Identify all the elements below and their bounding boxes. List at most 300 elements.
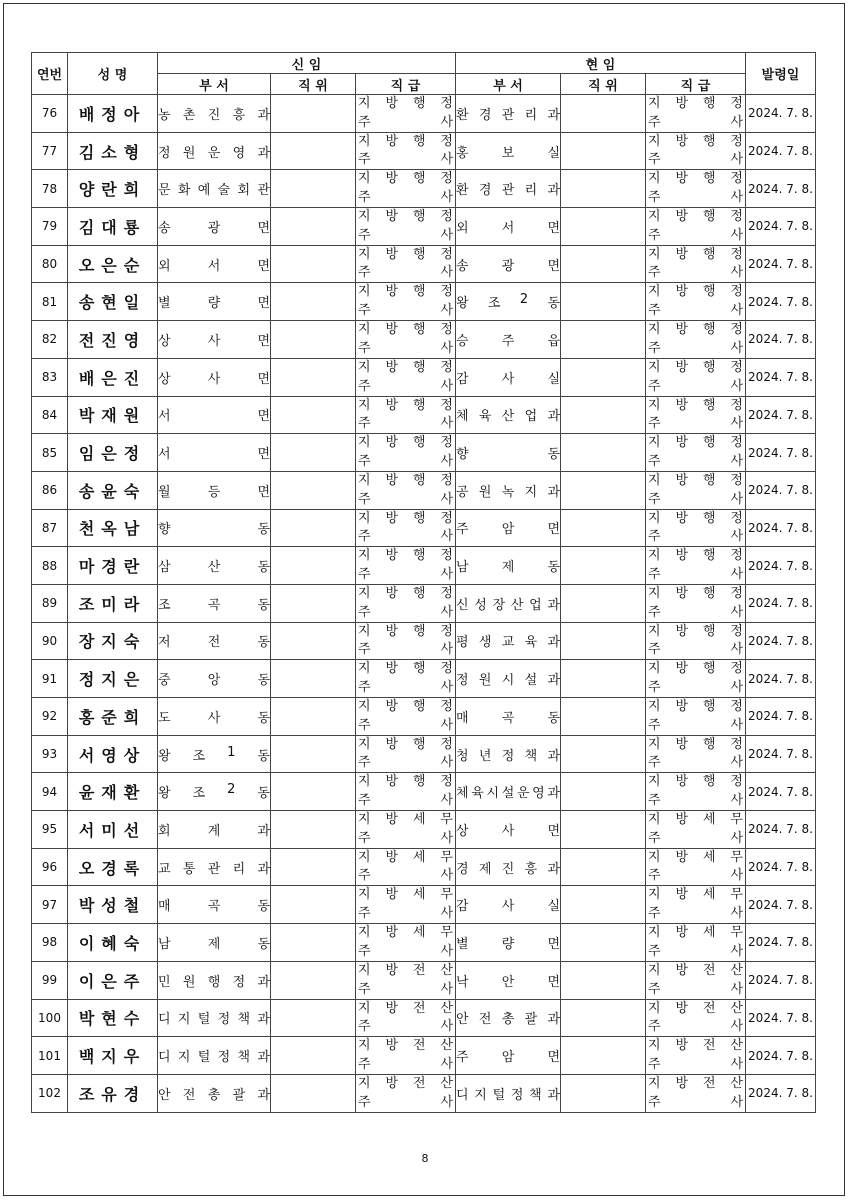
table-row: [32, 471, 816, 509]
new-grade: [356, 358, 456, 396]
appointment-date: 2024. 7. 8.: [746, 321, 816, 359]
table-row: [32, 999, 816, 1037]
table-row: [32, 547, 816, 585]
person-name: 배은진: [68, 358, 158, 396]
current-position: [561, 698, 646, 736]
grade-text-line: 지 방 행 정: [358, 246, 453, 262]
grade-text-line: 지 방 전 산: [648, 1075, 743, 1091]
current-department: [456, 735, 561, 773]
new-grade: [356, 660, 456, 698]
table-row: [32, 735, 816, 773]
header-cur-grade: 직 급: [646, 74, 746, 95]
grade-text-line: 주 사: [358, 755, 453, 771]
grade-text-line: 지 방 행 정: [648, 284, 743, 300]
current-grade: [646, 1074, 746, 1112]
new-grade: [356, 773, 456, 811]
current-department: [456, 434, 561, 472]
department-text: 평 생 교 육 과: [456, 635, 560, 651]
appointment-date: 2024. 7. 8.: [746, 434, 816, 472]
table-row: [32, 961, 816, 999]
department-text: 디 지 털 정 책 과: [158, 1012, 270, 1028]
current-position: [561, 886, 646, 924]
new-department: [158, 848, 271, 886]
row-number: 90: [32, 622, 68, 660]
grade-text-line: 지 방 행 정: [358, 133, 453, 149]
new-position: [271, 1074, 356, 1112]
new-grade: [356, 170, 456, 208]
grade-text-line: 주 사: [358, 227, 453, 243]
table-row: [32, 509, 816, 547]
new-position: [271, 886, 356, 924]
department-text: 승 주 읍: [456, 333, 560, 349]
new-position: [271, 773, 356, 811]
row-number: 100: [32, 999, 68, 1037]
current-grade: [646, 358, 746, 396]
current-grade: [646, 999, 746, 1037]
new-grade: [356, 1074, 456, 1112]
header-new-grade: 직 급: [356, 74, 456, 95]
grade-text-line: 지 방 행 정: [648, 472, 743, 488]
new-position: [271, 848, 356, 886]
department-text: 낙 안 면: [456, 974, 560, 990]
department-text: 조 곡 동: [158, 597, 270, 613]
grade-text-line: 주 사: [648, 152, 743, 168]
department-text: 교 통 관 리 과: [158, 861, 270, 877]
person-name: 김소형: [68, 132, 158, 170]
new-department: [158, 999, 271, 1037]
current-grade: [646, 773, 746, 811]
grade-text-line: 주 사: [358, 152, 453, 168]
person-name: 백지우: [68, 1037, 158, 1075]
department-text: 상 사 면: [158, 371, 270, 387]
grade-text-line: 주 사: [358, 1056, 453, 1072]
table-row: [32, 924, 816, 962]
current-department: [456, 961, 561, 999]
grade-text-line: 주 사: [358, 981, 453, 997]
department-text: 송 광 면: [456, 258, 560, 274]
current-grade: [646, 584, 746, 622]
grade-text-line: 주 사: [648, 227, 743, 243]
person-name: 윤재환: [68, 773, 158, 811]
appointment-date: 2024. 7. 8.: [746, 698, 816, 736]
row-number: 96: [32, 848, 68, 886]
current-position: [561, 396, 646, 434]
grade-text-line: 주 사: [648, 378, 743, 394]
new-position: [271, 132, 356, 170]
current-position: [561, 471, 646, 509]
table-row: [32, 886, 816, 924]
new-department: [158, 471, 271, 509]
grade-text-line: 지 방 행 정: [358, 623, 453, 639]
row-number: 86: [32, 471, 68, 509]
current-department: [456, 848, 561, 886]
current-department: [456, 321, 561, 359]
current-grade: [646, 170, 746, 208]
grade-text-line: 주 사: [648, 529, 743, 545]
new-position: [271, 95, 356, 133]
new-grade: [356, 1037, 456, 1075]
department-text: 서 면: [158, 447, 270, 463]
grade-text-line: 지 방 전 산: [358, 1000, 453, 1016]
person-name: 박성철: [68, 886, 158, 924]
current-position: [561, 321, 646, 359]
grade-text-line: 주 사: [358, 491, 453, 507]
current-grade: [646, 848, 746, 886]
grade-text-line: 지 방 전 산: [358, 1075, 453, 1091]
current-department: [456, 208, 561, 246]
row-number: 93: [32, 735, 68, 773]
current-grade: [646, 1037, 746, 1075]
appointment-date: 2024. 7. 8.: [746, 1037, 816, 1075]
grade-text-line: 주 사: [358, 868, 453, 884]
grade-text-line: 주 사: [358, 830, 453, 846]
grade-text-line: 주 사: [648, 190, 743, 206]
grade-text-line: 주 사: [358, 303, 453, 319]
row-number: 81: [32, 283, 68, 321]
current-department: [456, 132, 561, 170]
new-grade: [356, 471, 456, 509]
department-text: 공 원 녹 지 과: [456, 484, 560, 500]
current-department: [456, 95, 561, 133]
new-department: [158, 396, 271, 434]
grade-text-line: 주 사: [358, 114, 453, 130]
page-number: 8: [421, 1152, 429, 1165]
appointment-date: 2024. 7. 8.: [746, 848, 816, 886]
current-department: [456, 698, 561, 736]
current-position: [561, 95, 646, 133]
grade-text-line: 지 방 전 산: [648, 962, 743, 978]
grade-text-line: 주 사: [648, 453, 743, 469]
new-grade: [356, 999, 456, 1037]
appointment-date: 2024. 7. 8.: [746, 283, 816, 321]
grade-text-line: 지 방 세 무: [358, 887, 453, 903]
new-position: [271, 396, 356, 434]
grade-text-line: 주 사: [358, 265, 453, 281]
appointment-date: 2024. 7. 8.: [746, 811, 816, 849]
appointment-date: 2024. 7. 8.: [746, 547, 816, 585]
grade-text-line: 지 방 행 정: [648, 623, 743, 639]
new-department: [158, 95, 271, 133]
grade-text-line: 주 사: [648, 1019, 743, 1035]
current-position: [561, 170, 646, 208]
current-department: [456, 283, 561, 321]
new-department: [158, 886, 271, 924]
appointment-date: 2024. 7. 8.: [746, 396, 816, 434]
grade-text-line: 주 사: [358, 1094, 453, 1110]
grade-text-line: 지 방 행 정: [648, 774, 743, 790]
header-name: 성 명: [68, 53, 158, 95]
department-text: 청 년 정 책 과: [456, 748, 560, 764]
table-row: [32, 1074, 816, 1112]
department-text: 회 계 과: [158, 823, 270, 839]
department-text: 별 량 면: [456, 936, 560, 952]
new-department: [158, 924, 271, 962]
department-text: 홍 보 실: [456, 145, 560, 161]
grade-text-line: 지 방 행 정: [358, 359, 453, 375]
appointment-date: 2024. 7. 8.: [746, 358, 816, 396]
new-grade: [356, 95, 456, 133]
current-department: [456, 622, 561, 660]
grade-text-line: 주 사: [358, 529, 453, 545]
grade-text-line: 주 사: [358, 1019, 453, 1035]
person-name: 김대룡: [68, 208, 158, 246]
table-row: [32, 584, 816, 622]
grade-text-line: 주 사: [648, 755, 743, 771]
new-position: [271, 471, 356, 509]
department-text: 왕 조 1 동: [158, 744, 270, 764]
current-department: [456, 811, 561, 849]
grade-text-line: 지 방 행 정: [358, 209, 453, 225]
new-grade: [356, 886, 456, 924]
appointment-date: 2024. 7. 8.: [746, 999, 816, 1037]
person-name: 송현일: [68, 283, 158, 321]
grade-text-line: 지 방 세 무: [358, 812, 453, 828]
new-grade: [356, 584, 456, 622]
new-grade: [356, 924, 456, 962]
department-text: 디 지 털 정 책 과: [456, 1087, 560, 1103]
header-cur-dept: 부 서: [456, 74, 561, 95]
current-position: [561, 961, 646, 999]
grade-text-line: 주 사: [358, 943, 453, 959]
new-position: [271, 660, 356, 698]
grade-text-line: 지 방 세 무: [358, 925, 453, 941]
grade-text-line: 지 방 세 무: [648, 849, 743, 865]
new-department: [158, 245, 271, 283]
grade-text-line: 주 사: [648, 1056, 743, 1072]
current-position: [561, 1074, 646, 1112]
grade-text-line: 지 방 행 정: [358, 472, 453, 488]
row-number: 95: [32, 811, 68, 849]
appointment-date: 2024. 7. 8.: [746, 584, 816, 622]
current-department: [456, 509, 561, 547]
person-name: 전진영: [68, 321, 158, 359]
grade-text-line: 지 방 행 정: [358, 585, 453, 601]
department-text: 별 량 면: [158, 296, 270, 312]
new-department: [158, 434, 271, 472]
row-number: 82: [32, 321, 68, 359]
grade-text-line: 지 방 행 정: [648, 359, 743, 375]
grade-text-line: 지 방 행 정: [358, 96, 453, 111]
new-position: [271, 735, 356, 773]
grade-text-line: 지 방 행 정: [648, 699, 743, 714]
current-grade: [646, 660, 746, 698]
department-text: 향 동: [456, 447, 560, 463]
current-position: [561, 434, 646, 472]
current-grade: [646, 132, 746, 170]
row-number: 76: [32, 95, 68, 133]
department-text: 정 원 운 영 과: [158, 145, 270, 161]
department-text: 주 암 면: [456, 1050, 560, 1066]
appointment-date: 2024. 7. 8.: [746, 1074, 816, 1112]
department-text: 감 사 실: [456, 899, 560, 915]
row-number: 102: [32, 1074, 68, 1112]
grade-text-line: 지 방 세 무: [648, 925, 743, 941]
grade-text-line: 주 사: [648, 680, 743, 695]
new-department: [158, 358, 271, 396]
person-name: 홍준희: [68, 698, 158, 736]
department-text: 남 제 동: [456, 560, 560, 576]
new-department: [158, 961, 271, 999]
department-text: 감 사 실: [456, 371, 560, 387]
current-department: [456, 396, 561, 434]
current-grade: [646, 886, 746, 924]
grade-text-line: 주 사: [648, 906, 743, 922]
current-department: [456, 1074, 561, 1112]
new-position: [271, 811, 356, 849]
person-name: 오은순: [68, 245, 158, 283]
new-grade: [356, 321, 456, 359]
current-position: [561, 924, 646, 962]
row-number: 91: [32, 660, 68, 698]
table-row: [32, 1037, 816, 1075]
current-position: [561, 622, 646, 660]
current-department: [456, 471, 561, 509]
new-position: [271, 509, 356, 547]
grade-text-line: 주 사: [358, 190, 453, 206]
grade-text-line: 지 방 행 정: [648, 209, 743, 225]
row-number: 94: [32, 773, 68, 811]
department-text: 상 사 면: [456, 823, 560, 839]
grade-text-line: 주 사: [648, 868, 743, 884]
grade-text-line: 주 사: [358, 680, 453, 695]
grade-text-line: 주 사: [648, 793, 743, 809]
appointment-date: 2024. 7. 8.: [746, 924, 816, 962]
row-number: 89: [32, 584, 68, 622]
current-grade: [646, 961, 746, 999]
current-grade: [646, 811, 746, 849]
grade-text-line: 지 방 전 산: [648, 1000, 743, 1016]
grade-text-line: 주 사: [358, 604, 453, 620]
new-department: [158, 283, 271, 321]
department-text: 안 전 총 괄 과: [158, 1087, 270, 1103]
current-department: [456, 773, 561, 811]
person-name: 임은정: [68, 434, 158, 472]
person-name: 정지은: [68, 660, 158, 698]
appointment-date: 2024. 7. 8.: [746, 509, 816, 547]
new-department: [158, 132, 271, 170]
grade-text-line: 지 방 세 무: [358, 849, 453, 865]
grade-text-line: 주 사: [648, 943, 743, 959]
grade-text-line: 지 방 세 무: [648, 812, 743, 828]
grade-text-line: 주 사: [648, 303, 743, 319]
current-grade: [646, 735, 746, 773]
department-text: 서 면: [158, 409, 270, 425]
person-name: 박재원: [68, 396, 158, 434]
grade-text-line: 주 사: [648, 265, 743, 281]
current-position: [561, 208, 646, 246]
row-number: 98: [32, 924, 68, 962]
department-text: 주 암 면: [456, 522, 560, 538]
table-row: [32, 848, 816, 886]
department-text: 경 제 진 흥 과: [456, 861, 560, 877]
new-position: [271, 547, 356, 585]
appointment-date: 2024. 7. 8.: [746, 886, 816, 924]
new-department: [158, 170, 271, 208]
current-department: [456, 886, 561, 924]
row-number: 84: [32, 396, 68, 434]
grade-text-line: 지 방 전 산: [358, 962, 453, 978]
appointment-date: 2024. 7. 8.: [746, 660, 816, 698]
grade-text-line: 지 방 행 정: [648, 322, 743, 338]
current-position: [561, 773, 646, 811]
current-department: [456, 245, 561, 283]
grade-text-line: 지 방 행 정: [648, 736, 743, 752]
new-grade: [356, 622, 456, 660]
grade-text-line: 지 방 행 정: [648, 397, 743, 413]
current-grade: [646, 698, 746, 736]
grade-text-line: 지 방 행 정: [358, 774, 453, 790]
grade-text-line: 지 방 행 정: [358, 548, 453, 564]
current-department: [456, 358, 561, 396]
new-department: [158, 584, 271, 622]
row-number: 99: [32, 961, 68, 999]
new-department: [158, 622, 271, 660]
grade-text-line: 주 사: [648, 566, 743, 582]
department-text: 월 등 면: [158, 484, 270, 500]
row-number: 77: [32, 132, 68, 170]
grade-text-line: 주 사: [648, 642, 743, 658]
current-position: [561, 999, 646, 1037]
new-position: [271, 434, 356, 472]
person-name: 장지숙: [68, 622, 158, 660]
grade-text-line: 지 방 전 산: [648, 1038, 743, 1054]
grade-text-line: 주 사: [648, 491, 743, 507]
new-department: [158, 547, 271, 585]
table-row: [32, 283, 816, 321]
appointment-date: 2024. 7. 8.: [746, 622, 816, 660]
current-position: [561, 132, 646, 170]
current-position: [561, 245, 646, 283]
current-department: [456, 547, 561, 585]
department-text: 도 사 동: [158, 710, 270, 726]
table-header: [32, 53, 816, 95]
grade-text-line: 주 사: [358, 416, 453, 432]
person-name: 박현수: [68, 999, 158, 1037]
new-position: [271, 208, 356, 246]
grade-text-line: 주 사: [358, 566, 453, 582]
row-number: 97: [32, 886, 68, 924]
grade-text-line: 주 사: [648, 981, 743, 997]
current-position: [561, 735, 646, 773]
department-text: 매 곡 동: [456, 710, 560, 726]
header-date: 발령일: [746, 53, 816, 95]
header-new-dept: 부 서: [158, 74, 271, 95]
department-text: 체 육 산 업 과: [456, 409, 560, 425]
current-department: [456, 660, 561, 698]
department-text: 농 촌 진 흥 과: [158, 107, 270, 123]
new-position: [271, 924, 356, 962]
grade-text-line: 주 사: [648, 114, 743, 130]
new-grade: [356, 811, 456, 849]
table-row: [32, 321, 816, 359]
department-text: 왕 조 2 동: [158, 782, 270, 802]
new-department: [158, 1074, 271, 1112]
new-position: [271, 584, 356, 622]
person-name: 천옥남: [68, 509, 158, 547]
row-number: 87: [32, 509, 68, 547]
person-name: 양란희: [68, 170, 158, 208]
new-grade: [356, 848, 456, 886]
department-text: 매 곡 동: [158, 899, 270, 915]
current-position: [561, 660, 646, 698]
new-grade: [356, 283, 456, 321]
grade-text-line: 지 방 행 정: [358, 699, 453, 714]
new-position: [271, 622, 356, 660]
grade-text-line: 주 사: [358, 378, 453, 394]
department-text: 디 지 털 정 책 과: [158, 1050, 270, 1066]
grade-text-line: 지 방 행 정: [358, 322, 453, 338]
row-number: 78: [32, 170, 68, 208]
